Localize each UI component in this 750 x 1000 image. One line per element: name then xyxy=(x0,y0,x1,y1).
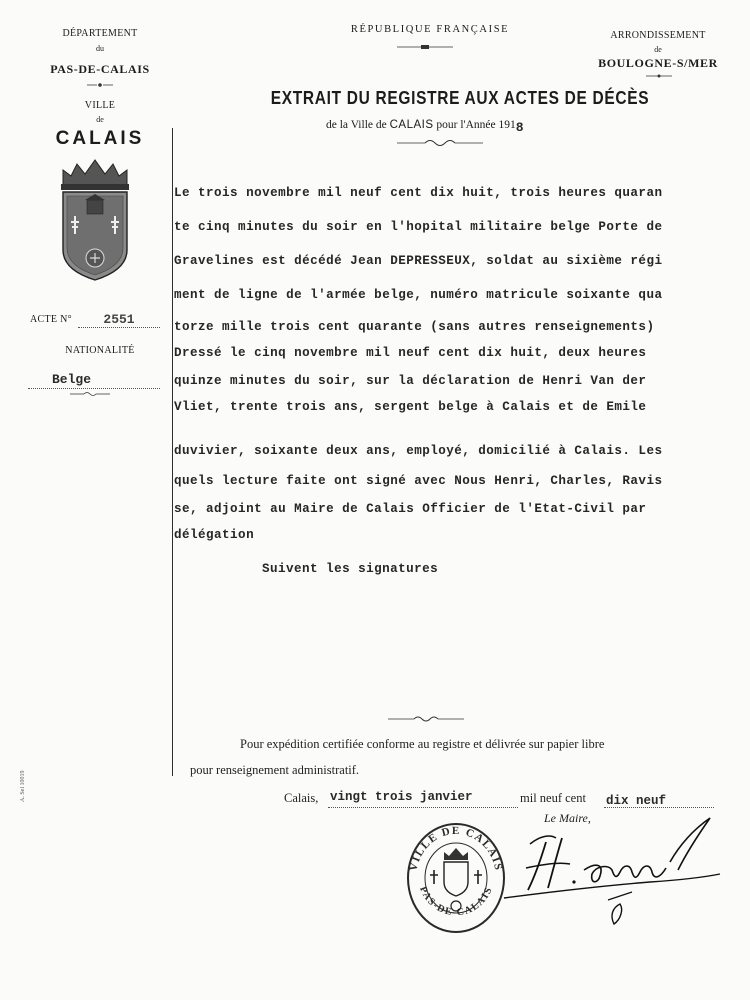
svg-text:PAS-DE-CALAIS xyxy=(417,885,495,918)
ville-name: CALAIS xyxy=(55,128,145,149)
ornament-icon xyxy=(68,390,112,398)
body-line-4: ment de ligne de l'armée belge, numéro matricule soixante qua xyxy=(174,288,663,302)
certification-line-2: pour renseignement administratif. xyxy=(190,763,360,777)
acte-number: 2551 xyxy=(78,312,160,328)
subtitle-mid: pour l'Année xyxy=(436,119,496,131)
body-line-8: Vliet, trente trois ans, sergent belge à Calais et de Emile xyxy=(174,400,647,414)
arrondissement-label: ARRONDISSEMENT xyxy=(610,30,706,41)
nationalite-value: Belge xyxy=(52,372,92,387)
stamp-top-text: VILLE DE CALAIS xyxy=(407,824,505,873)
body-line-7: quinze minutes du soir, sur la déclaration de Henri Van der xyxy=(174,374,647,388)
margin-print-note: A. Sel 10019 xyxy=(20,770,26,802)
ornament-icon xyxy=(386,714,466,724)
mayor-signature-icon xyxy=(500,812,730,942)
ornament-icon xyxy=(85,81,115,89)
body-line-2: te cinq minutes du soir en l'hopital militaire belge Porte de xyxy=(174,220,663,234)
body-line-10: quels lecture faite ont signé avec Nous Henri, Charles, Ravis xyxy=(174,474,663,488)
nationalite-line xyxy=(28,372,160,389)
footer-calais: Calais, xyxy=(284,791,319,805)
body-line-5: torze mille trois cent quarante (sans autres renseignements) xyxy=(174,320,655,334)
body-line-12: délégation xyxy=(174,528,255,542)
ornament-icon xyxy=(644,73,674,79)
departement-label: DÉPARTEMENT xyxy=(62,28,138,39)
republique-label: RÉPUBLIQUE FRANÇAISE xyxy=(350,24,510,35)
subtitle-year-typed: 8 xyxy=(515,120,524,135)
nationalite-label: NATIONALITÉ xyxy=(65,345,135,356)
de-label: de xyxy=(96,115,104,124)
arrondissement-name: BOULOGNE-S/MER xyxy=(598,56,718,70)
ornament-icon xyxy=(395,138,485,148)
subtitle-prefix: de la Ville de xyxy=(326,119,387,131)
footer-date-typed: vingt trois janvier xyxy=(330,790,473,804)
document-subtitle xyxy=(326,117,524,135)
departement-name: PAS-DE-CALAIS xyxy=(50,62,150,76)
official-stamp-icon xyxy=(402,818,510,936)
margin-rule xyxy=(172,128,173,776)
footer-year-typed: dix neuf xyxy=(606,794,667,808)
ville-label: VILLE xyxy=(84,100,116,111)
calais-coat-of-arms-icon xyxy=(55,158,135,286)
body-line-9: duvivier, soixante deux ans, employé, domicilié à Calais. Les xyxy=(174,444,663,458)
footer-mil-neuf-cent: mil neuf cent xyxy=(520,791,586,805)
du-label: du xyxy=(96,44,104,53)
stamp-bottom-text: PAS-DE-CALAIS xyxy=(417,884,495,919)
body-line-11: se, adjoint au Maire de Calais Officier de l'Etat-Civil par xyxy=(174,502,647,516)
acte-label: ACTE N° xyxy=(30,314,72,325)
ornament-icon xyxy=(395,44,455,50)
le-maire-label: Le Maire, xyxy=(544,811,591,825)
body-line-3: Gravelines est décédé Jean DEPRESSEUX, soldat au sixième régi xyxy=(174,254,663,268)
certification-line-1: Pour expédition certifiée conforme au registre et délivrée sur papier libre xyxy=(240,737,605,751)
body-line-6: Dressé le cinq novembre mil neuf cent dix huit, deux heures xyxy=(174,346,647,360)
body-line-1: Le trois novembre mil neuf cent dix huit, trois heures quaran xyxy=(174,186,663,200)
document-title: EXTRAIT DU REGISTRE AUX ACTES DE DÉCÈS xyxy=(270,88,650,108)
subtitle-year: 191 xyxy=(498,119,516,131)
de-label-right: de xyxy=(654,45,662,54)
subtitle-city: CALAIS xyxy=(389,119,434,131)
signatures-line: Suivent les signatures xyxy=(262,562,439,576)
